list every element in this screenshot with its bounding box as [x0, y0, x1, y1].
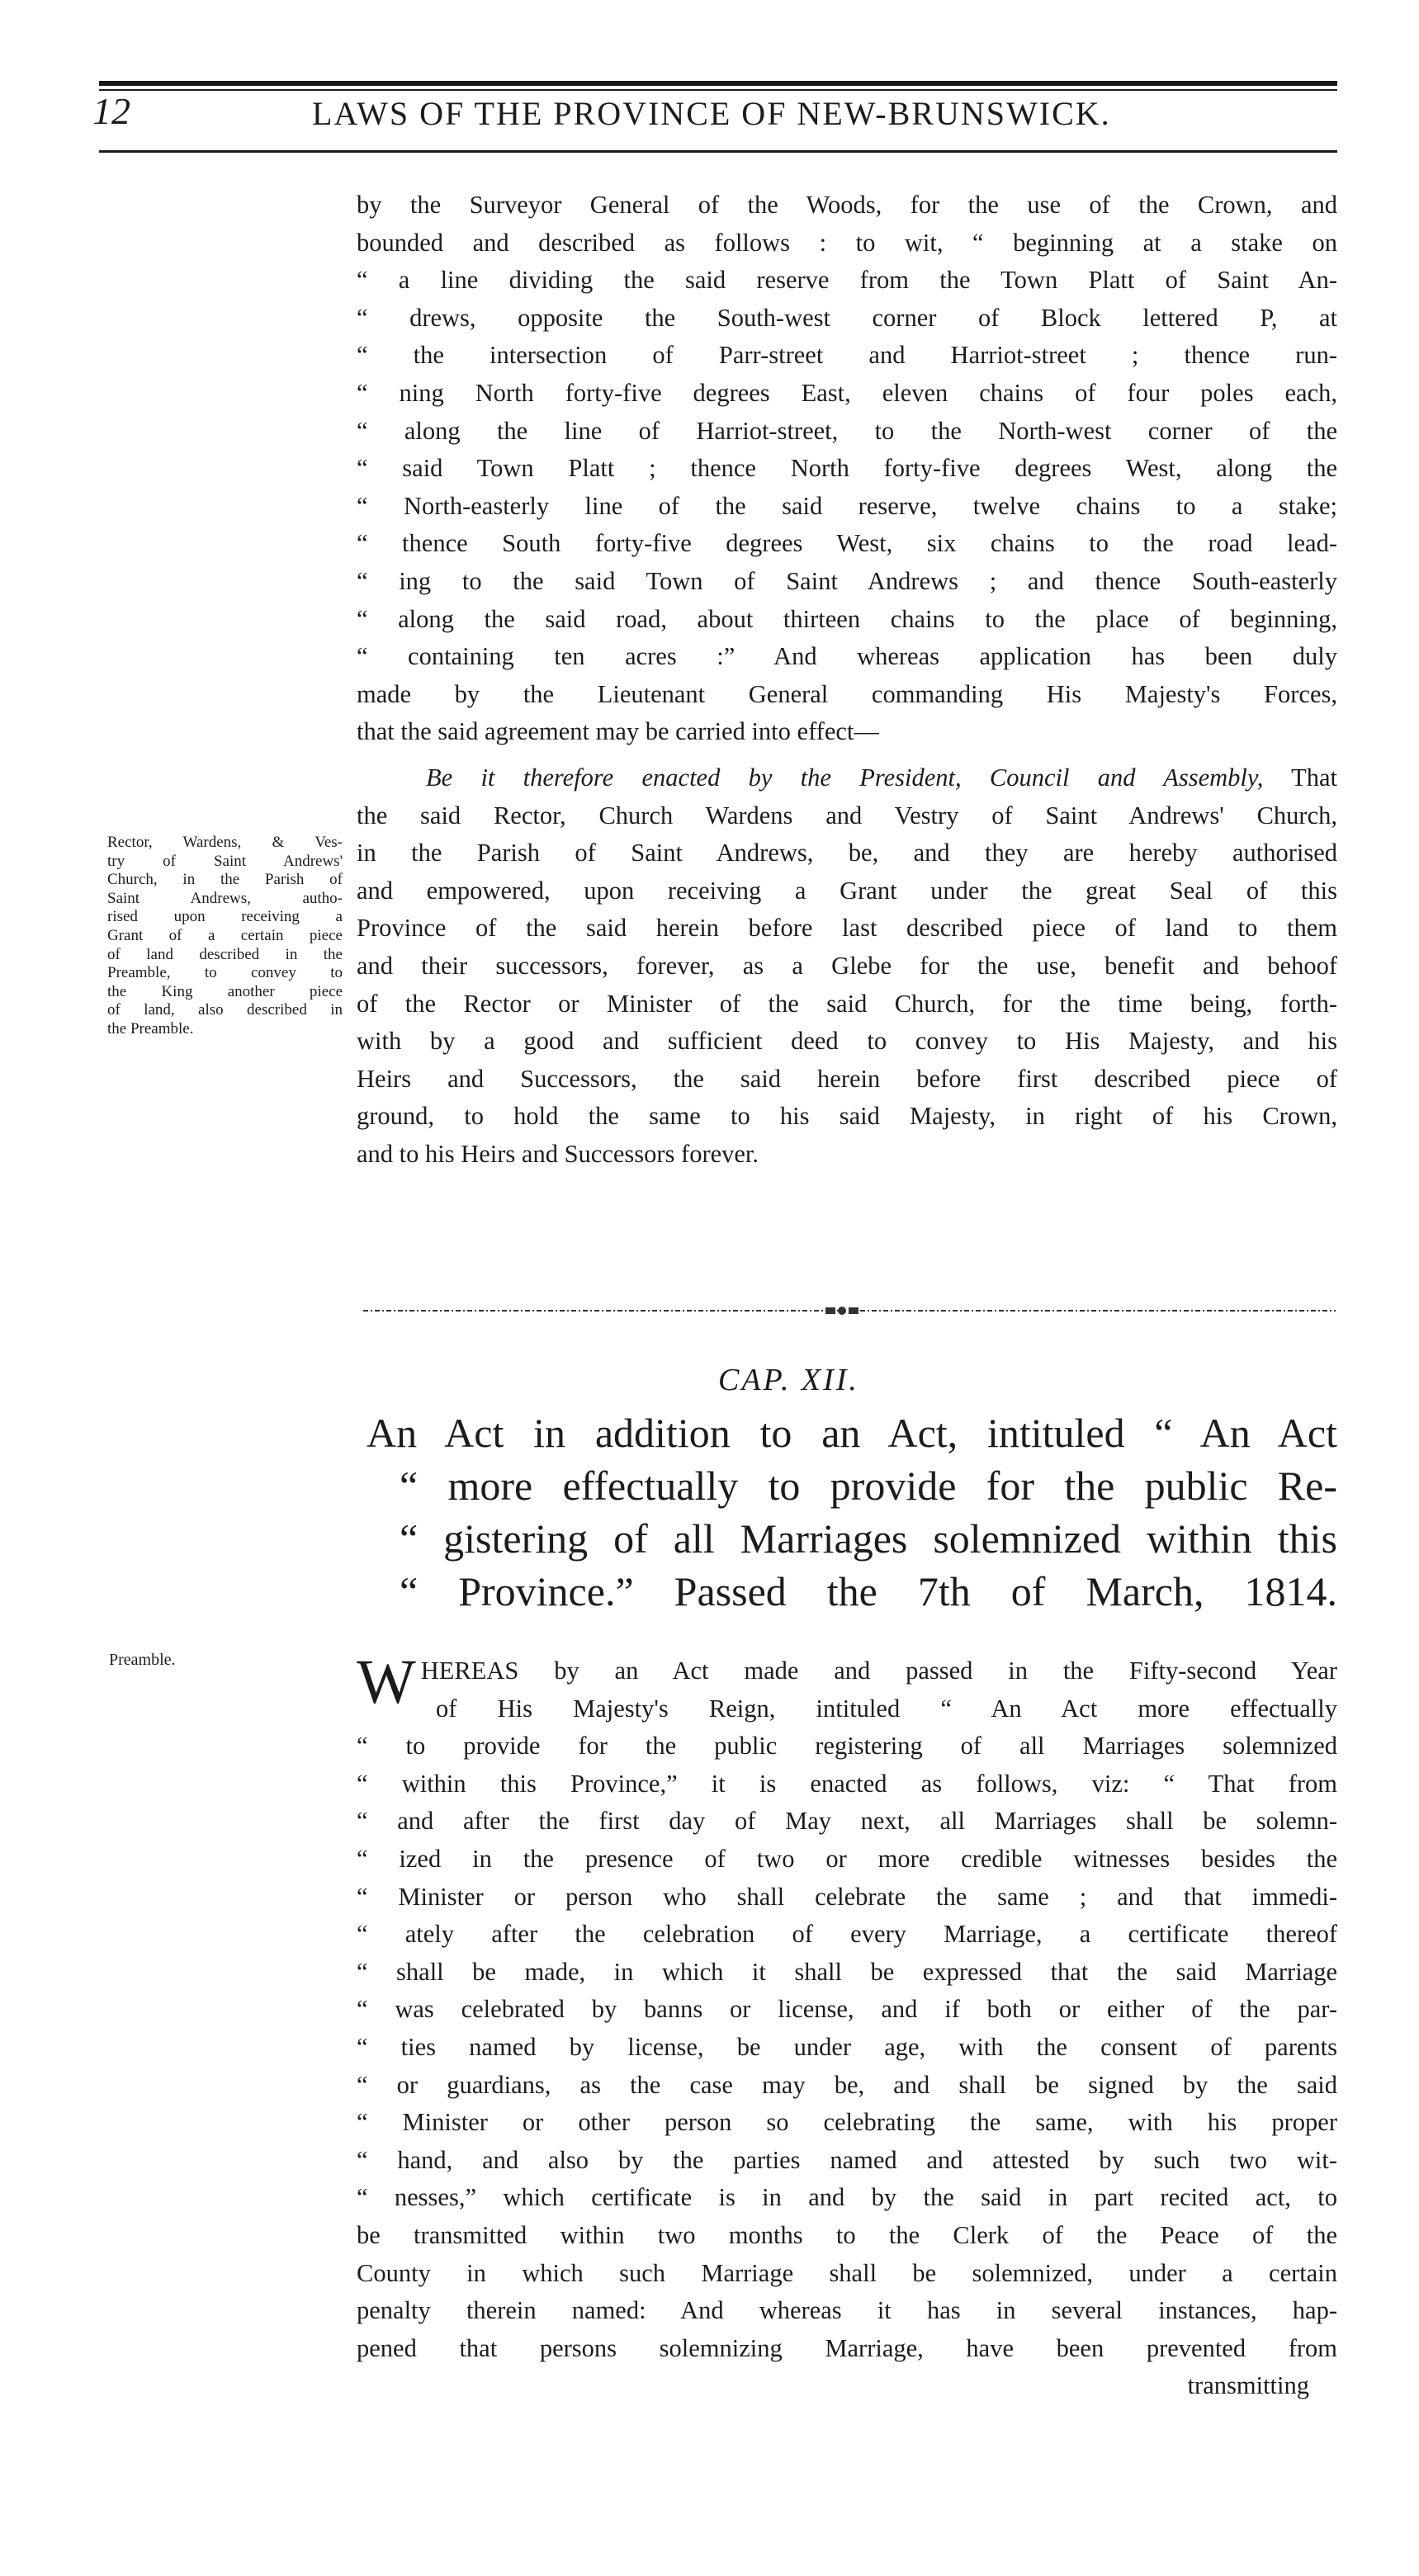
preamble-line: “ Minister or person who shall celebrate the same ; and that immedi- [357, 1882, 1337, 1911]
act-title-line: “ Province.” Passed the 7th of March, 1814. [400, 1568, 1337, 1614]
preamble-label: Preamble. [109, 1651, 176, 1669]
page-number: 12 [92, 90, 130, 132]
preamble-line: “ Minister or other person so celebrating the same, with his proper [357, 2108, 1337, 2137]
preamble-line: “ nesses,” which certificate is in and by the said in part recited act, to [357, 2183, 1337, 2212]
enacting-line: and their successors, forever, as a Glebe for the use, benefit and behoof [357, 951, 1337, 980]
preamble-line: “ ately after the celebration of every Marriage, a certificate thereof [357, 1920, 1337, 1949]
margin-note [107, 834, 343, 1039]
chapter-number: CAP. XII. [718, 1363, 859, 1397]
margin-note-line: of land described in the [107, 945, 343, 963]
preamble-line: “ was celebrated by banns or license, and if both or either of the par- [357, 1995, 1337, 2024]
dropcap: W [357, 1647, 416, 1717]
continuation-line: that the said agreement may be carried into effect— [357, 717, 879, 746]
enacting-paragraph [357, 759, 1337, 1174]
running-head [92, 89, 1339, 139]
preamble-line: pened that persons solemnizing Marriage, have been prevented from [357, 2333, 1337, 2362]
preamble-line: penalty therein named: And whereas it has in several instances, hap- [357, 2296, 1337, 2325]
continuation-line: “ said Town Platt ; thence North forty-five degrees West, along the [357, 454, 1337, 483]
margin-note-line: of land, also described in [107, 1001, 343, 1019]
margin-note-line: Church, in the Parish of [107, 871, 343, 889]
enacting-clause: Be it therefore enacted by the President, Council and Assembly, [426, 763, 1264, 792]
running-head-title: LAWS OF THE PROVINCE OF NEW-BRUNSWICK. [312, 95, 1111, 132]
continuation-line: made by the Lieutenant General commanding His Majesty's Forces, [357, 679, 1337, 708]
continuation-line: “ drews, opposite the South-west corner of Block lettered P, at [357, 303, 1337, 332]
enacting-line: in the Parish of Saint Andrews, be, and they are hereby authorised [357, 839, 1337, 867]
continuation-line: “ containing ten acres :” And whereas application has been duly [357, 642, 1337, 671]
margin-note-line: Grant of a certain piece [107, 926, 343, 944]
preamble-paragraph [357, 1647, 1337, 2367]
preamble-line: “ ized in the presence of two or more credible witnesses besides the [357, 1844, 1337, 1873]
preamble-line: County in which such Marriage shall be solemnized, under a certain [357, 2258, 1337, 2287]
act-title-line: “ more effectually to provide for the public Re- [400, 1463, 1337, 1509]
enacting-line: the said Rector, Church Wardens and Vestry of Saint Andrews' Church, [357, 801, 1337, 830]
header-rule-top [99, 81, 1337, 86]
continuation-line: “ ing to the said Town of Saint Andrews ; and thence South-easterly [357, 566, 1337, 595]
preamble-line: be transmitted within two months to the Clerk of the Peace of the [357, 2220, 1337, 2249]
continuation-line: “ the intersection of Parr-street and Harriot-street ; thence run- [357, 341, 1337, 370]
enacting-clause-line [357, 759, 1337, 797]
preamble-line: of His Majesty's Reign, intituled “ An Act more effectually [436, 1694, 1337, 1723]
continuation-line: bounded and described as follows : to wit, “ beginning at a stake on [357, 228, 1337, 257]
continuation-line: by the Surveyor General of the Woods, for the use of the Crown, and [357, 191, 1337, 219]
act-title [367, 1406, 1337, 1618]
continuation-line: “ thence South forty-five degrees West, six chains to the road lead- [357, 529, 1337, 558]
enacting-line: and to his Heirs and Successors forever. [357, 1139, 759, 1168]
margin-note-line: Saint Andrews, autho- [107, 889, 343, 907]
enacting-line: and empowered, upon receiving a Grant under the great Seal of this [357, 876, 1337, 905]
margin-note-line: Preamble, to convey to [107, 964, 343, 982]
preamble-line: “ hand, and also by the parties named and attested by such two wit- [357, 2145, 1337, 2174]
header-rule-bottom [99, 150, 1337, 153]
margin-note-line: try of Saint Andrews' [107, 852, 343, 870]
enacting-line: Heirs and Successors, the said herein before first described piece of [357, 1064, 1337, 1093]
preamble-line: “ or guardians, as the case may be, and shall be signed by the said [357, 2070, 1337, 2099]
margin-note-line: rised upon receiving a [107, 908, 343, 926]
preamble-line: “ to provide for the public registering of all Marriages solemnized [357, 1732, 1337, 1761]
margin-note-line: the King another piece [107, 982, 343, 1000]
act-title-line: An Act in addition to an Act, intituled “ An Act [367, 1410, 1337, 1456]
catchword: transmitting [1187, 2371, 1309, 2399]
continuation-line: “ ning North forty-five degrees East, eleven chains of four poles each, [357, 378, 1337, 407]
margin-note-line: the Preamble. [107, 1019, 194, 1037]
preamble-line: “ shall be made, in which it shall be expressed that the said Marriage [357, 1957, 1337, 1986]
enacting-line: of the Rector or Minister of the said Church, for the time being, forth- [357, 989, 1337, 1018]
continuation-line: “ along the said road, about thirteen chains to the place of beginning, [357, 604, 1337, 633]
preamble-line: “ ties named by license, be under age, with the consent of parents [357, 2032, 1337, 2061]
enacting-line: Province of the said herein before last described piece of land to them [357, 914, 1337, 943]
preamble-line: HEREAS by an Act made and passed in the Fifty-second Year [420, 1657, 1337, 1685]
continuation-line: “ a line dividing the said reserve from the Town Platt of Saint An- [357, 266, 1337, 295]
ornamental-rule [363, 1302, 1336, 1319]
continuation-paragraph [357, 187, 1337, 751]
enacting-line: ground, to hold the same to his said Majesty, in right of his Crown, [357, 1102, 1337, 1131]
continuation-line: “ North-easterly line of the said reserve, twelve chains to a stake; [357, 491, 1337, 520]
preamble-line: “ within this Province,” it is enacted as follows, viz: “ That from [357, 1769, 1337, 1798]
act-title-line: “ gistering of all Marriages solemnized within this [400, 1515, 1337, 1562]
margin-note-line: Rector, Wardens, & Ves- [107, 834, 343, 851]
preamble-line: “ and after the first day of May next, all Marriages shall be solemn- [357, 1807, 1337, 1836]
enacting-line: with by a good and sufficient deed to convey to His Majesty, and his [357, 1027, 1337, 1056]
enacting-clause-tail: That [1291, 763, 1337, 792]
continuation-line: “ along the line of Harriot-street, to the North-west corner of the [357, 416, 1337, 445]
